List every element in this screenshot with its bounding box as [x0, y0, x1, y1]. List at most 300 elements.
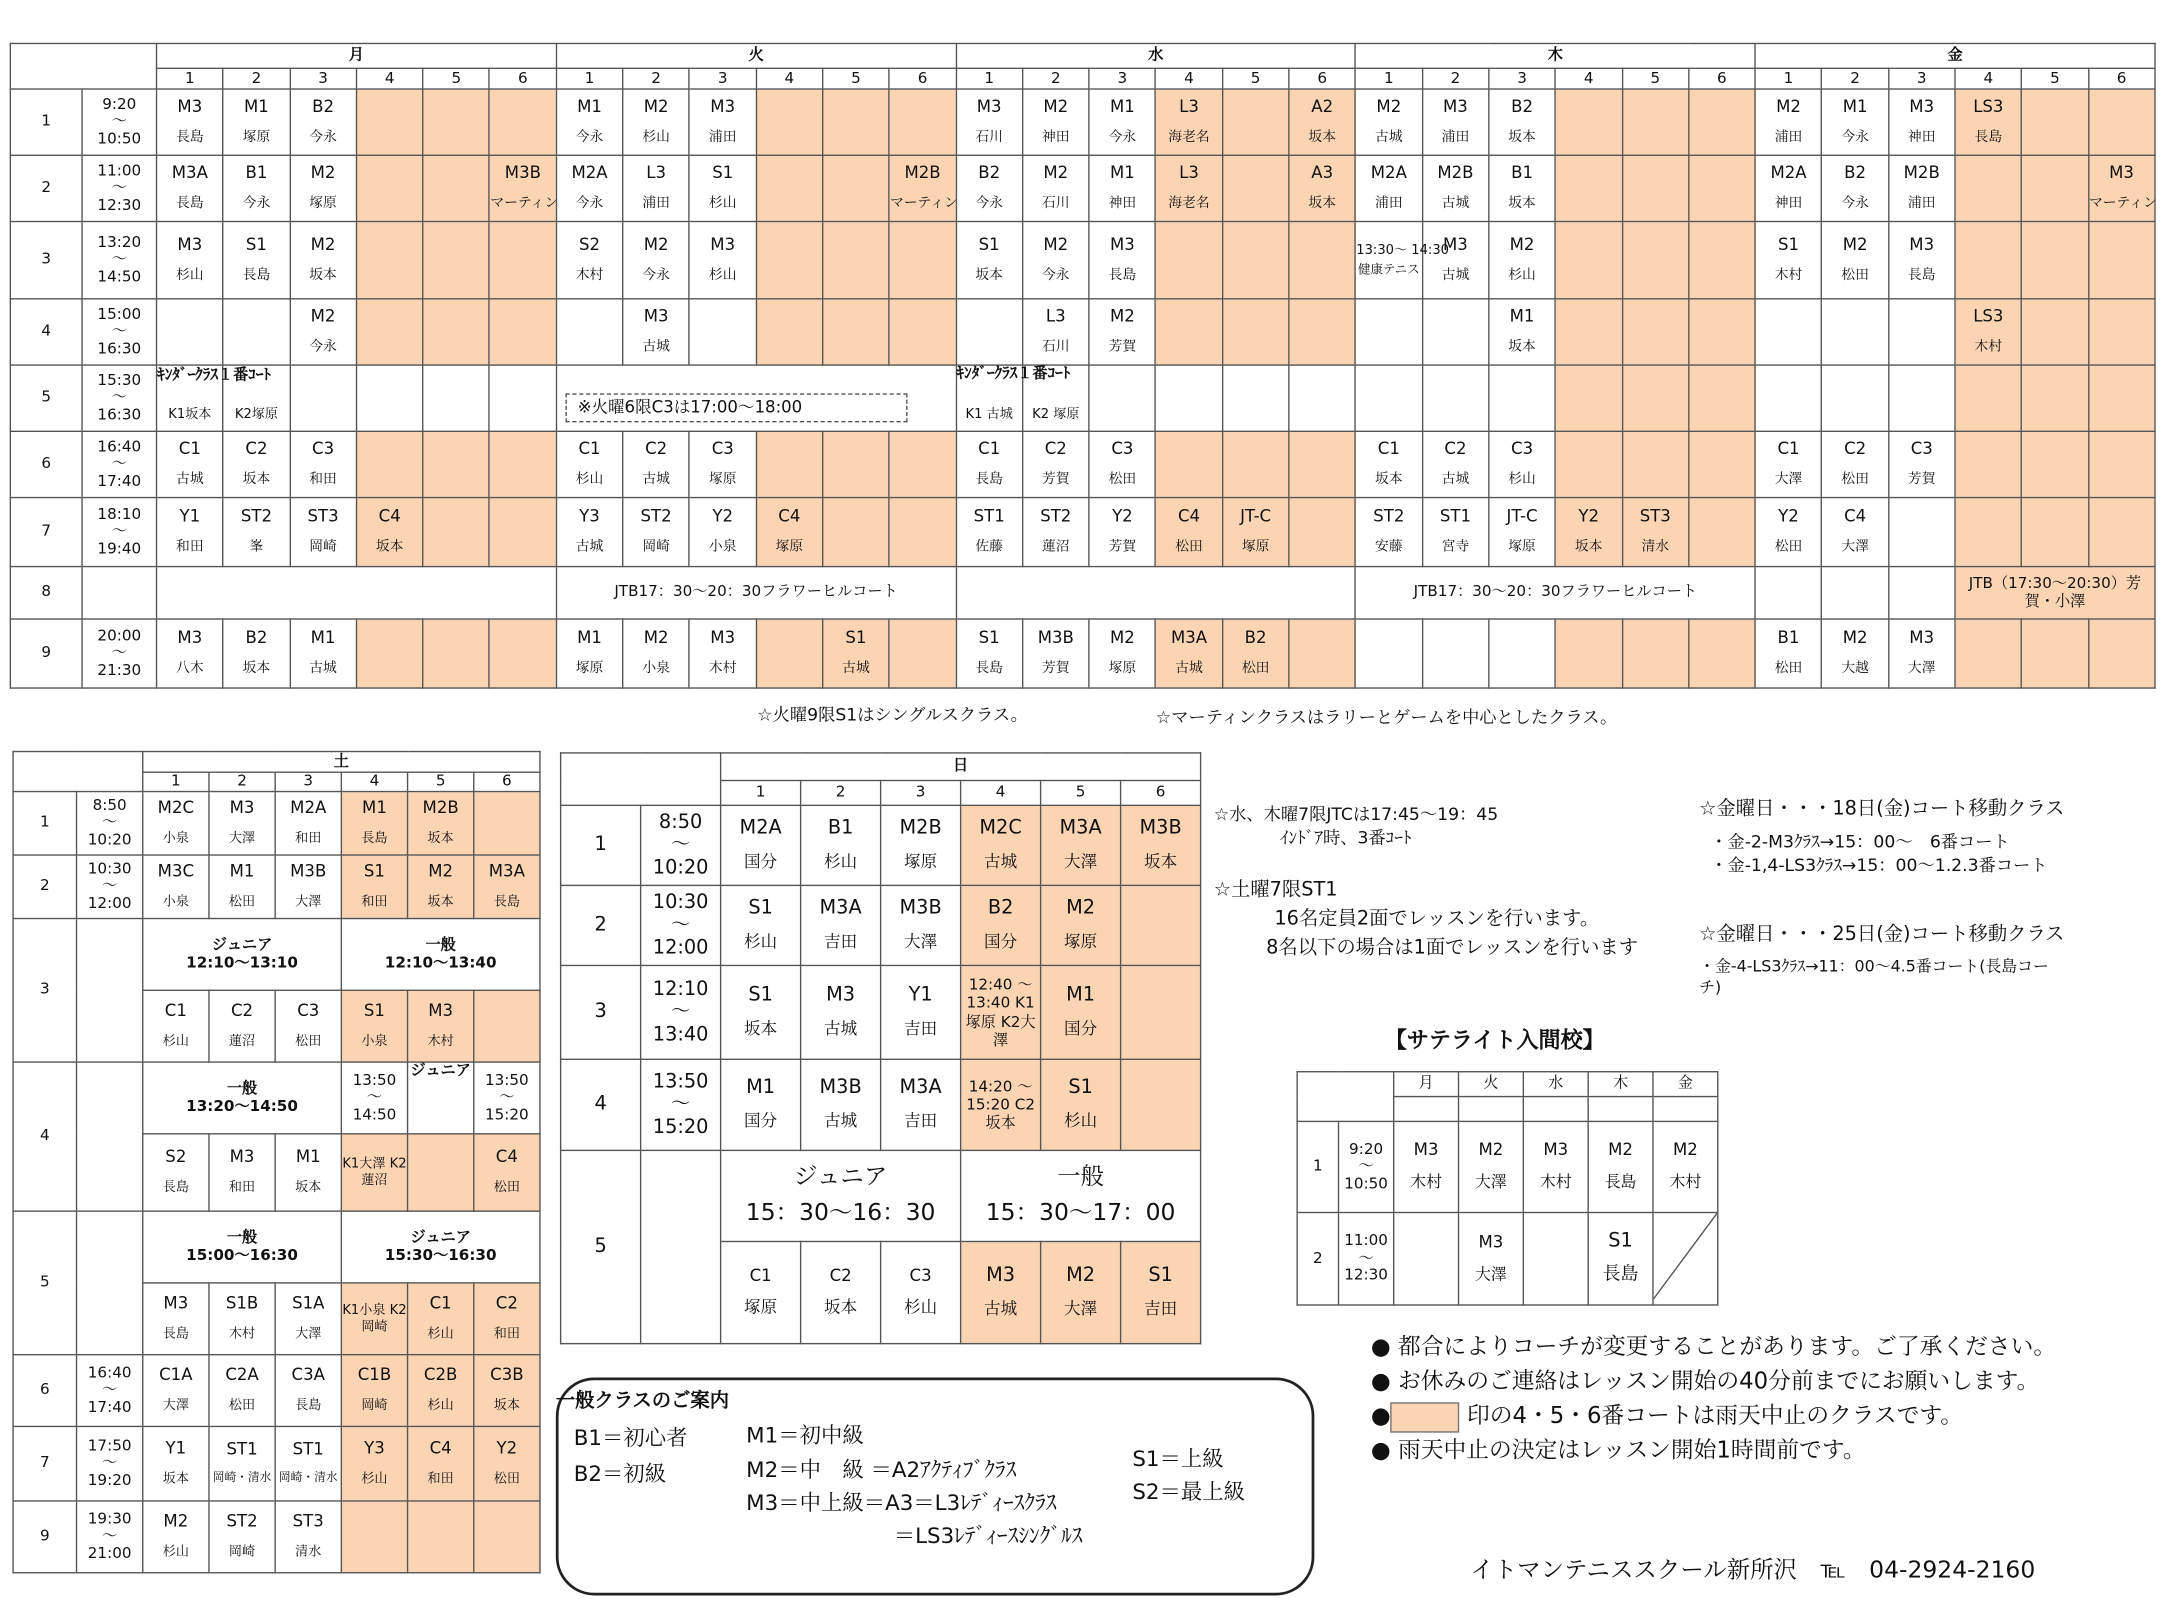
- empty-cell: [490, 619, 557, 688]
- class-code: M3B: [819, 1076, 862, 1099]
- coach-name: 清水: [1641, 540, 1670, 556]
- empty-cell: [1822, 299, 1889, 365]
- class-cell: [801, 885, 881, 965]
- class-code: S1: [1148, 1264, 1173, 1287]
- empty-cell: [956, 299, 1023, 365]
- empty-cell: [1555, 222, 1622, 299]
- coach-name: 坂本: [1375, 472, 1403, 488]
- day-header: 木: [1356, 43, 1756, 68]
- class-cell: [556, 431, 623, 497]
- class-cell: [223, 89, 290, 155]
- empty-cell: [2022, 619, 2089, 688]
- coach-name: 古城: [642, 340, 670, 356]
- empty-cell: [490, 222, 557, 299]
- class-cell: [1822, 498, 1889, 567]
- court-number: 4: [961, 781, 1041, 806]
- class-cell: [1489, 89, 1556, 155]
- class-code: M1: [1109, 163, 1135, 183]
- coach-name: 木村: [1539, 1172, 1572, 1192]
- coach-name: 杉山: [708, 268, 737, 284]
- class-cell: [1394, 1121, 1459, 1212]
- coach-name: 和田: [427, 1470, 454, 1486]
- block-type: ジュニア: [211, 935, 273, 954]
- class-code: M3: [710, 96, 736, 117]
- class-code: M1: [310, 628, 336, 648]
- block-type: 一般: [226, 1228, 258, 1247]
- class-cell: [956, 155, 1023, 221]
- class-code: JT-C: [1506, 506, 1538, 527]
- class-cell: [275, 792, 341, 855]
- class-cell: [1089, 431, 1156, 497]
- class-cell: [209, 1355, 275, 1427]
- class-code: M1: [1066, 983, 1096, 1007]
- class-cell: [623, 431, 690, 497]
- day-header: 木: [1588, 1072, 1653, 1097]
- class-code: M3A: [899, 1076, 942, 1099]
- class-code: M2: [1109, 306, 1135, 326]
- class-cell: [1888, 89, 1955, 155]
- class-cell: [474, 1283, 540, 1355]
- coach-name: 坂本: [375, 540, 404, 556]
- class-code: Y3: [579, 506, 600, 527]
- coach-name: 古城: [1175, 661, 1203, 677]
- class-code: M3: [826, 983, 856, 1007]
- court-number: 5: [1222, 68, 1289, 89]
- period-number: 5: [561, 1150, 641, 1343]
- empty-cell: [1689, 619, 1756, 688]
- class-code: C3A: [291, 1365, 325, 1385]
- time-cell: [82, 222, 156, 299]
- class-cell: [1459, 1121, 1524, 1212]
- block-label: [961, 1150, 1201, 1241]
- class-cell: [1089, 155, 1156, 221]
- class-cell: [290, 222, 357, 299]
- corner-cell: [1297, 1072, 1394, 1122]
- coach-name: 松田: [1841, 268, 1869, 284]
- empty-cell: [2022, 431, 2089, 497]
- coach-name: 杉山: [744, 932, 778, 952]
- satellite-schedule-table: [1296, 1071, 1718, 1305]
- empty-cell: [1356, 619, 1423, 688]
- time-cell: [82, 498, 156, 567]
- time-line: 10:20: [652, 856, 709, 879]
- class-cell: [1022, 299, 1089, 365]
- time-cell: [77, 1211, 143, 1355]
- time-line: 14:50: [97, 267, 142, 286]
- day-header: 火: [1459, 1072, 1524, 1097]
- empty-cell: [1555, 431, 1622, 497]
- class-cell: [623, 498, 690, 567]
- period-number: 1: [13, 792, 76, 855]
- empty-cell: [2088, 619, 2155, 688]
- empty-cell: [423, 222, 490, 299]
- class-code: S1B: [225, 1293, 259, 1314]
- class-code: C2: [829, 1265, 852, 1285]
- coach-name: 吉田: [904, 1018, 938, 1039]
- class-cell: [275, 1355, 341, 1427]
- guide-s1: S1＝上級: [1132, 1446, 1224, 1472]
- empty-cell: [1121, 1059, 1201, 1150]
- period-number: 4: [561, 1059, 641, 1150]
- coach-name: 坂本: [242, 661, 271, 677]
- class-cell: [1588, 1121, 1653, 1212]
- coach-name: 古城: [1441, 196, 1470, 212]
- class-code: C2B: [423, 1365, 458, 1385]
- time-line: 13:50: [484, 1070, 529, 1089]
- class-cell: [801, 1059, 881, 1150]
- coach-name: 浦田: [708, 130, 737, 146]
- block-type: 一般: [425, 935, 456, 954]
- time-line: 18:10: [97, 504, 142, 523]
- empty-cell: [1356, 299, 1423, 365]
- court-number: 3: [1089, 68, 1156, 89]
- class-code: M1: [746, 1076, 776, 1099]
- class-code: ST2: [226, 1511, 258, 1532]
- coach-name: 杉山: [575, 472, 604, 488]
- block-label: [341, 919, 540, 991]
- class-code: C4: [1177, 506, 1201, 527]
- class-cell: [341, 1283, 407, 1355]
- coach-name: 石川: [1041, 196, 1070, 212]
- class-cell: [889, 155, 956, 221]
- class-cell: [157, 89, 224, 155]
- coach-name: 今永: [309, 130, 337, 146]
- coach-name: 長島: [176, 130, 204, 146]
- coach-name: 古城: [309, 661, 337, 677]
- class-code: C1B: [357, 1365, 392, 1385]
- note-jtc: ☆水、木曜7限JTCは17:45～19：45 ｲﾝﾄﾞｱ時、3番ｺｰﾄ: [1213, 803, 1499, 848]
- coach-name: 神田: [1041, 130, 1070, 146]
- class-cell: [1755, 155, 1822, 221]
- empty-cell: [756, 619, 823, 688]
- class-code: S1: [748, 983, 773, 1007]
- class-code: ST2: [1040, 506, 1072, 527]
- coach-name: 古城: [1441, 268, 1470, 284]
- time-line: 21:00: [87, 1544, 132, 1563]
- class-cell: [275, 1501, 341, 1573]
- class-cell: [689, 222, 756, 299]
- period-number: 4: [10, 299, 82, 365]
- coach-name: 杉山: [427, 1397, 454, 1413]
- class-code: C1: [429, 1293, 452, 1314]
- class-cell: [1041, 965, 1121, 1059]
- class-cell: [157, 431, 224, 497]
- class-code: M3: [1109, 234, 1135, 255]
- class-code: S1: [1068, 1076, 1093, 1099]
- empty-cell: [1523, 1097, 1588, 1122]
- time-line: ～: [1358, 1248, 1374, 1267]
- class-cell: [290, 619, 357, 688]
- class-code: C3B: [490, 1365, 524, 1385]
- empty-cell: [689, 299, 756, 365]
- court-number: 3: [290, 68, 357, 89]
- time-line: 16:30: [97, 339, 142, 358]
- class-cell: [341, 1134, 407, 1211]
- class-code: L3: [1179, 163, 1199, 183]
- coach-name: 松田: [1774, 661, 1803, 677]
- coach-name: 岡崎: [309, 540, 337, 556]
- class-cell: [408, 990, 474, 1062]
- time-line: 19:30: [87, 1509, 132, 1528]
- empty-cell: [756, 299, 823, 365]
- coach-name: 岡崎・清水: [278, 1471, 338, 1486]
- time-line: ～: [102, 1526, 118, 1545]
- empty-cell: [1289, 619, 1356, 688]
- guide-b1: B1＝初心者: [573, 1425, 688, 1451]
- coach-name: 佐藤: [975, 540, 1003, 556]
- empty-cell: [1755, 299, 1822, 365]
- empty-cell: [474, 1501, 540, 1573]
- time-cell: [82, 365, 156, 431]
- class-cell: [556, 222, 623, 299]
- empty-cell: [2022, 222, 2089, 299]
- empty-cell: [157, 567, 557, 619]
- class-cell: [881, 965, 961, 1059]
- court-number: 1: [721, 781, 801, 806]
- class-code: M2: [1672, 1140, 1698, 1160]
- empty-cell: [423, 155, 490, 221]
- coach-name: 杉山: [904, 1297, 938, 1317]
- empty-cell: [889, 619, 956, 688]
- court-number: 5: [823, 68, 890, 89]
- coach-name: 健康テニス: [1358, 263, 1420, 278]
- time-line: 12:30: [1344, 1265, 1388, 1284]
- coach-name: 蓮沼: [1041, 540, 1070, 556]
- coach-name: 今永: [1041, 268, 1070, 284]
- class-code: B1: [1511, 163, 1534, 183]
- empty-cell: [1955, 222, 2022, 299]
- class-code: JT-C: [1240, 506, 1272, 527]
- coach-name: 坂本: [824, 1297, 858, 1317]
- class-cell: [801, 1241, 881, 1343]
- class-cell: [1356, 498, 1423, 567]
- empty-cell: [1156, 431, 1223, 497]
- empty-cell: [1289, 299, 1356, 365]
- class-cell: [1422, 155, 1489, 221]
- coach-name: 木村: [1669, 1172, 1702, 1192]
- empty-cell: [823, 222, 890, 299]
- guide-s2: S2＝最上級: [1132, 1479, 1246, 1505]
- empty-cell: [823, 155, 890, 221]
- class-code: B1: [1777, 628, 1800, 648]
- time-line: 15:00: [97, 304, 142, 323]
- class-code: M3: [1543, 1140, 1569, 1160]
- class-code: ST1: [973, 506, 1005, 527]
- class-code: M1: [244, 96, 269, 117]
- class-cell: [341, 1426, 407, 1501]
- coach-name: 古城: [824, 1018, 858, 1039]
- empty-cell: [1622, 619, 1689, 688]
- class-cell: [1822, 89, 1889, 155]
- court-number: 5: [2022, 68, 2089, 89]
- coach-name: 八木: [176, 661, 204, 677]
- time-line: 9:20: [1349, 1139, 1384, 1158]
- time-line: ～: [111, 250, 127, 268]
- class-cell: [1022, 498, 1089, 567]
- time-cell: [77, 1501, 143, 1573]
- coach-name: 浦田: [1441, 130, 1470, 146]
- class-code: C3: [297, 1001, 320, 1021]
- guide-ls3: ＝LS3ﾚﾃﾞｨｰｽｼﾝｸﾞﾙｽ: [893, 1523, 1083, 1549]
- class-code: C1: [178, 439, 201, 459]
- kinder-cell: [490, 365, 557, 431]
- empty-cell: [1555, 89, 1622, 155]
- class-code: M2A: [1370, 163, 1407, 183]
- weekday-schedule-table: [10, 43, 2156, 689]
- day-header: 月: [157, 43, 557, 68]
- time-line: 15:20: [652, 1115, 709, 1139]
- coach-name: 古城: [824, 1111, 858, 1131]
- class-cell: [623, 222, 690, 299]
- satellite-title: 【サテライト入間校】: [1384, 1026, 1605, 1054]
- class-cell: [721, 965, 801, 1059]
- empty-cell: [889, 431, 956, 497]
- coach-name: 坂本: [975, 268, 1003, 284]
- time-cell: [641, 885, 721, 965]
- tuesday-note-cell: [556, 365, 956, 431]
- guide-m1: M1＝初中級: [746, 1422, 864, 1448]
- coach-name: 神田: [1108, 196, 1137, 212]
- class-cell: [143, 1501, 209, 1573]
- class-cell: [157, 155, 224, 221]
- class-cell: [556, 498, 623, 567]
- time-cell: [77, 1062, 143, 1211]
- coach-name: 坂本: [1508, 340, 1536, 356]
- empty-cell: [356, 222, 423, 299]
- class-cell: [474, 855, 540, 918]
- class-code: C2: [495, 1293, 518, 1314]
- coach-name: 塚原: [1241, 540, 1270, 556]
- class-cell: [1156, 155, 1223, 221]
- court-number: 5: [1041, 781, 1121, 806]
- class-code: B2: [312, 96, 335, 117]
- class-code: ST3: [1639, 506, 1671, 527]
- class-cell: [956, 89, 1023, 155]
- court-number: 4: [341, 772, 407, 791]
- period-number: 2: [13, 855, 76, 918]
- class-cell: [223, 222, 290, 299]
- class-code: C2: [245, 439, 268, 459]
- court-number: 3: [689, 68, 756, 89]
- coach-name: 岡崎・清水: [212, 1471, 272, 1486]
- class-code: M2: [1066, 897, 1096, 920]
- class-cell: [1955, 89, 2022, 155]
- class-code: C2: [1444, 439, 1467, 459]
- empty-cell: [1422, 619, 1489, 688]
- class-cell: [1755, 222, 1822, 299]
- block-type: 一般: [1057, 1163, 1105, 1192]
- class-cell: [689, 89, 756, 155]
- class-cell: [623, 89, 690, 155]
- empty-cell: [1955, 155, 2022, 221]
- coach-name: 長島: [493, 893, 520, 910]
- block-type: ジュニア: [410, 1228, 471, 1247]
- class-code: M3B: [1037, 628, 1074, 648]
- empty-cell: [356, 89, 423, 155]
- kinder-cell: [1222, 365, 1289, 431]
- coach-name: 杉山: [427, 1325, 454, 1342]
- period-number: 7: [13, 1426, 76, 1501]
- coach-name: 古城: [642, 472, 670, 488]
- class-cell: [1121, 805, 1201, 885]
- court-number: 2: [223, 68, 290, 89]
- time-line: 9:20: [102, 94, 137, 113]
- class-code: ST1: [1439, 506, 1472, 527]
- block-time: 15:30〜16:30: [384, 1245, 497, 1264]
- coach-name: 芳賀: [1041, 661, 1070, 677]
- class-code: C1: [749, 1265, 772, 1285]
- class-cell: [1755, 431, 1822, 497]
- time-line: ～: [366, 1087, 383, 1106]
- class-cell: [1089, 498, 1156, 567]
- coach-name: 今永: [975, 196, 1003, 212]
- class-cell: [1022, 89, 1089, 155]
- empty-cell: [1622, 155, 1689, 221]
- coach-name: 塚原: [242, 130, 271, 146]
- time-line: 16:30: [97, 405, 142, 424]
- empty-cell: [2088, 299, 2155, 365]
- time-line: ～: [102, 1380, 118, 1399]
- empty-cell: [1289, 498, 1356, 567]
- empty-cell: [1622, 365, 1689, 431]
- class-cell: [881, 1241, 961, 1343]
- coach-name: 浦田: [1375, 196, 1403, 212]
- class-cell: [881, 885, 961, 965]
- class-cell: [223, 498, 290, 567]
- class-cell: [209, 855, 275, 918]
- time-line: ～: [111, 521, 127, 540]
- empty-cell: [474, 990, 540, 1062]
- class-code: C3: [1111, 439, 1134, 459]
- time-line: ～: [670, 1001, 691, 1024]
- empty-cell: [1555, 155, 1622, 221]
- class-code: C2: [645, 439, 668, 459]
- class-code: C1: [978, 439, 1001, 459]
- class-code: C2: [230, 1001, 254, 1021]
- class-code: M2: [163, 1511, 189, 1532]
- court-number: 4: [756, 68, 823, 89]
- tuesday-c3-note: ※火曜6限C3は17:00～18:00: [565, 393, 907, 423]
- class-code: S1: [845, 628, 867, 648]
- note-martin: ☆マーティンクラスはラリーとゲームを中心としたクラス。: [1155, 706, 1618, 728]
- class-code: M2: [1043, 234, 1069, 255]
- class-code: M2B: [899, 816, 942, 840]
- class-cell: [623, 299, 690, 365]
- corner-cell: [13, 752, 143, 792]
- class-code: M3: [177, 628, 203, 648]
- class-code: S2: [165, 1147, 187, 1167]
- period-number: 1: [10, 89, 82, 155]
- time-line: 14:50: [352, 1105, 397, 1124]
- class-cell: [209, 1283, 275, 1355]
- empty-cell: [474, 792, 540, 855]
- class-cell: [961, 1241, 1041, 1343]
- time-line: 15:30: [97, 370, 142, 389]
- class-cell: [474, 1134, 540, 1211]
- empty-cell: [1755, 567, 1822, 619]
- court-number: 1: [157, 68, 224, 89]
- class-cell: [1489, 222, 1556, 299]
- class-code: M3: [2109, 163, 2134, 183]
- class-code: M3B: [504, 163, 541, 183]
- class-code: C3: [909, 1265, 932, 1285]
- coach-name: 今永: [1841, 196, 1869, 212]
- kinder-cell: [356, 365, 423, 431]
- coach-name: 長島: [295, 1397, 322, 1413]
- empty-cell: [356, 619, 423, 688]
- class-code: M2: [428, 861, 454, 882]
- class-cell: [956, 498, 1023, 567]
